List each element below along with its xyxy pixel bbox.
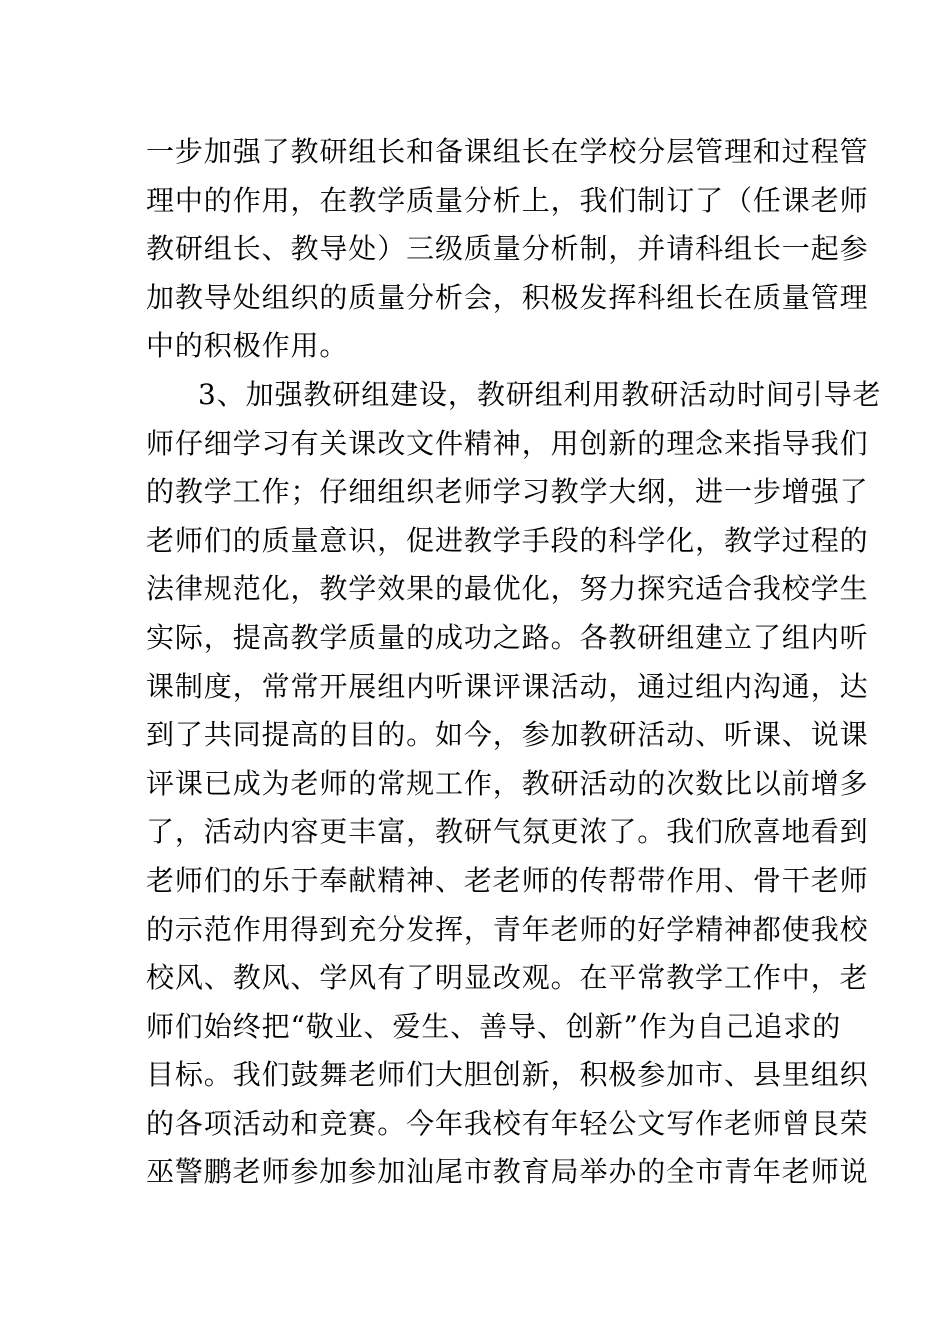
text-line: 法律规范化，教学效果的最优化，努力探究适合我校学生 bbox=[146, 572, 869, 606]
text-line: 老师们的乐于奉献精神、老老师的传帮带作用、骨干老师 bbox=[146, 863, 869, 897]
text-line: 加教导处组织的质量分析会，积极发挥科组长在质量管理 bbox=[146, 280, 869, 314]
text-line: 巫警鹏老师参加参加汕尾市教育局举办的全市青年老师说 bbox=[146, 1155, 869, 1189]
text-line: 教研组长、教导处）三级质量分析制，并请科组长一起参 bbox=[146, 232, 869, 266]
body-text bbox=[146, 128, 882, 1197]
text-line: 的教学工作；仔细组织老师学习教学大纲，进一步增强了 bbox=[146, 475, 869, 509]
text-line: 师仔细学习有关课改文件精神，用创新的理念来指导我们 bbox=[146, 426, 869, 460]
text-line: 到了共同提高的目的。如今，参加教研活动、听课、说课 bbox=[146, 718, 869, 752]
text-line: 中的积极作用。 bbox=[146, 329, 349, 363]
text-line: 目标。我们鼓舞老师们大胆创新，积极参加市、县里组织 bbox=[146, 1058, 869, 1092]
text-line: 的各项活动和竞赛。今年我校有年轻公文写作老师曾艮荣 bbox=[146, 1106, 869, 1140]
text-line: 一步加强了教研组长和备课组长在学校分层管理和过程管 bbox=[146, 135, 869, 168]
text-line: 理中的作用，在教学质量分析上，我们制订了（任课老师 bbox=[146, 183, 869, 217]
text-line: 老师们的质量意识，促进教学手段的科学化，教学过程的 bbox=[146, 523, 869, 557]
text-line: 了，活动内容更丰富，教研气氛更浓了。我们欣喜地看到 bbox=[146, 815, 869, 849]
text-line: 课制度，常常开展组内听课评课活动，通过组内沟通，达 bbox=[146, 669, 869, 703]
text-line: 校风、教风、学风有了明显改观。在平常教学工作中，老 bbox=[146, 961, 869, 995]
text-line: 评课已成为老师的常规工作，教研活动的次数比以前增多 bbox=[146, 766, 869, 800]
text-line: 师们始终把“敬业、爱生、善导、创新”作为自己追求的 bbox=[146, 1009, 842, 1043]
text-line: 的示范作用得到充分发挥，青年老师的好学精神都使我校 bbox=[146, 912, 869, 946]
text-line: 实际，提高教学质量的成功之路。各教研组建立了组内听 bbox=[146, 620, 869, 654]
text-line: 3、加强教研组建设，教研组利用教研活动时间引导老 bbox=[198, 377, 882, 411]
